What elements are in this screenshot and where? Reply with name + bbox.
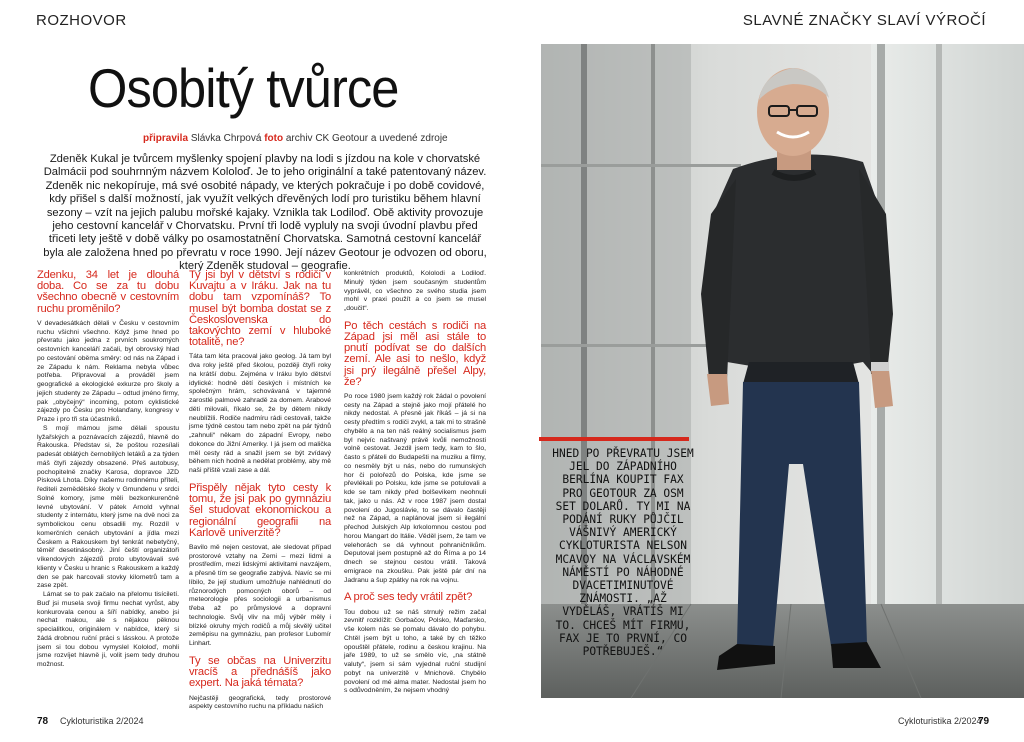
magazine-name-left: Cykloturistika 2/2024	[60, 716, 144, 726]
credit-prepared-name: Slávka Chrpová	[190, 133, 262, 144]
interview-question: Po těch cestách s rodiči na Západ jsi měl asi stále to pnutí podívat se do dalších zemí. Ale asi to nešlo, když jsi prý ilegálně přešel Alpy, že?	[344, 319, 486, 388]
interview-question: Zdenku, 34 let je dlouhá doba. Co se za tu dobu všechno obecně v cestovním ruchu proměnilo?	[37, 269, 179, 315]
section-label-right: SLAVNÉ ZNAČKY SLAVÍ VÝROČÍ	[742, 12, 986, 29]
interview-question: Ty jsi byl v dětství s rodiči v Kuvajtu a v Iráku. Jak na tu dobu tam vzpomínáš? To musel být bomba dostat se z Československa do takovýchto zemí v hluboké totalitě, ne?	[189, 269, 331, 349]
article-title: Osobitý tvůrce	[88, 57, 399, 119]
section-label-left: ROZHOVOR	[36, 12, 127, 29]
answer-paragraph: Tou dobou už se náš strnulý režim začal zevnitř rozklížit: Gorbačov, Polsko, Maďarsko, vše kolem nás se pomalu dávalo do pohybu. Chtěl jsem být u toho, a také by ch těžko opouštěl přátele, rodinu a českou krajinu. Na jaře 1989, to už se smělo víc, „na státně valuty“, jsem si sám vyjednal ruční studijní pobyt na univerzitě v Mnichově. Chybělo povolení od mé alma mater. Nedostal jsem ho s odůvodněním, že nejsem vhodný	[344, 608, 486, 695]
answer-paragraph: V devadesátkách dělali v Česku v cestovním ruchu všichni všechno. Když jsme hned po převratu jako jedna z prvních soukromých cestovních kanceláří začali, byl obrovský hlad po cestování oběma směry: od nás na Západ i ze Západu k nám. Reklama nebyla vůbec potřeba. Připravoval a prováděl jsem geografické a ekologické exkurze pro školy a jejich studenty ze Západu – odtud jméno firmy, pak „obyčejný“ incoming, potom cyklistické zájezdy po Česku pro Holanďany, kongresy v Praze i pro tři sta účastníků.	[37, 319, 179, 424]
magazine-name-right: Cykloturistika 2/2024	[898, 716, 982, 726]
page-number-right: 79	[978, 716, 990, 727]
text-column-2	[189, 269, 331, 711]
answer-paragraph: Nejčastěji geografická, tedy prostorové aspekty cestovního ruchu na příkladu našich	[189, 694, 331, 711]
credit-photo-label: foto	[264, 133, 284, 144]
interview-question: Přispěly nějak tyto cesty k tomu, že jsi pak po gymnáziu šel studovat ekonomickou a regionální geografii na Karlově univerzitě?	[189, 481, 331, 539]
page-number-left: 78	[37, 716, 49, 727]
article-intro: Zdeněk Kukal je tvůrcem myšlenky spojení plavby na lodi s jízdou na kole v chorvatské Dalmácii pod souhrnným názvem Kololoď. Je to jeho originální a také patentovaný název. Zdeněk nic nekopíruje, má své osobité nápady, ve kterých pokračuje i po době covidové, kdy přišel s další možností, jak využít velkých dřevěných lodí pro turistiku během hlavní sezony – vzít na jejich palubu mořské kajaky. Vznikla tak Lodiloď. Obě aktivity provozuje jeho cestovní kancelář v Chorvatsku. První tři lodě vypluly na svoji úvodní plavbu před třiceti lety ještě v době války po osamostatnění Chorvatska. Samotná cestovní kancelář byla ale založena hned po převratu v roce 1990. Její název Geotour je odvozen od oboru, který Zdeněk studoval – geografie.	[43, 153, 487, 273]
interview-question: Ty se občas na Univerzitu vracíš a přednášíš jako expert. Na jaká témata?	[189, 654, 331, 690]
pull-quote-accent-rule	[539, 437, 689, 441]
pull-quote: HNED PO PŘEVRATU JSEM JEL DO ZÁPADNÍHO BERLÍNA KOUPIT FAX PRO GEOTOUR ZA OSM SET DOLARŮ. TY MI NA PODÁNÍ RUKY PŮJČIL VÁŠNIVÝ AMERICKÝ CYKLOTURISTA NELSON MCAVOY NA VÁCLAVSKÉM NÁMĚSTÍ PO NÁHODNÉ DVACETIMINUTOVÉ ZNÁMOSTI. „AŽ VYDĚLÁŠ, VRÁTÍŠ MI TO. CHCEŠ MÍT FIRMU, FAX JE TO PRVNÍ, CO POTŘEBUJEŠ.“	[552, 447, 694, 659]
credit-prepared-label: připravila	[143, 133, 189, 144]
answer-paragraph: Bavilo mě nejen cestovat, ale sledovat případ prostorové vztahy na Zemi – mezi lidmi a prostředím, mezi lidskými aktivitami navzájem, a přesně tím se geografie zabývá. Navíc se mi líbilo, že její studium umožňuje nahlédnutí do různorodých pomocných oborů – od meteorologie přes sociologii a urbanismus třeba až po průmyslové a dopravní technologie. Svůj vliv na můj výběr měly i blízké okruhy mých rodičů a můj skvělý učitel zeměpisu na gymnáziu, pan profesor Lubomír Linhart.	[189, 543, 331, 648]
answer-paragraph: S mojí mámou jsme dělali spoustu lyžařských a poznávacích zájezdů, hlavně do Rakouska. Představ si, že poštou rozesílali padesát oblátých černobílých letáků a za týden máš čtyři zájezdy obsazené. Přeš autobusy, pochopitelně značky Karosa, dopravce JZD Pisková Lhota. Díky našemu rodinnému příteli, řediteli zemědělské školy v Gmundenu v srdci Solné komory, jsme měli bezkonkurenčně levné ubytování. V pátek Arnold vyhnal studenty z internátu, který jsme na dvě noci za symbolickou cenu obsadili my. Rozdíl v komerčních cenách ubytování a jídla mezi Českem a Rakouskem byl tenkrát nebetyčný, těměř desetinásobný. Jiní čeští organizátoři víkendových zájezdů proto ubytovávali své klienty v Česku u hranic s Rakouskem a každý den se pak harcovali stovky kilometrů tam a zase zpět.	[37, 424, 179, 590]
text-column-3	[344, 270, 486, 698]
article-credits	[143, 133, 448, 144]
answer-paragraph: Táta tam léta pracoval jako geolog. Já tam byl dva roky ještě před školou, později čtyři roky na krátší dobu. Zejména v Iráku bylo dětství idylické: hodně dětí českých i místních ke společným hrám, schovávaná v tajemné zarostlé palmové zahradě za domem. Arabové děti milovali, říkalo se, že by dětem nikdy neublížili. Rodiče nadmíru rádi cestovali, takže jsme týdně cestou tam nebo zpět na pár týdnů „zahnuli“ někam do západní Evropy, nebo dokonce do Jižní Ameriky. I já jsem od malička měl cesty rád a snažil jsem se být zvídavý během nich hodně a nedělat problémy, aby mě naši příště vzali zase a dál.	[189, 353, 331, 475]
credit-photo-source: archiv CK Geotour a uvedené zdroje	[285, 133, 448, 144]
answer-paragraph: Lámat se to pak začalo na přelomu tisíciletí. Buď jsi musela svoji firmu nechat vyrůst, aby konkurovala cenou a šíří nabídky, anebo jsi nechat makou, ale s nějakou pěknou specialitkou, originálem v nabídce, který si žádá drobnou ruční práci s lásskou. A protože jsem si tou dobou vymyslel Kololoď, mohli jsme rozvíjet hlavně ji, volit jsem tedy druhou možnost.	[37, 591, 179, 669]
answer-paragraph: konkrétních produktů, Kololodi a Lodiloď. Minulý týden jsem současným studentům vyprávěl, co všechno ze svého studia jsem mohl v praxi použít a co jsem se musel „doučit“.	[344, 270, 486, 312]
answer-paragraph: Po roce 1980 jsem každý rok žádal o povolení cesty na Západ a stejně jako mojí přátelé ho nikdy nedostal. A přesně jak říkáš – já si na cesty předtím s rodiči zvykl, a tak mi to strašně chybělo a na ten náš reálný socialismus jsem byl nejvíc naštvaný právě kvůli nemožnosti volně cestovat. Jezdil jsem tedy, kam to šlo, často s přáteli do Budapešti na muziku a filmy, co nesměly být u nás, nebo do rumunských hor či polořezů do Polska, kde jsme se převlékali po Polsku, kde jsme se potulovali a kde se tam nikdy před bolševikem neohnuli tak, jako u nás. Až v roce 1987 jsem dostal povolení do Jugoslávie, to se dávalo častěji než na Západ, a naplánoval jsem si ilegální přechod Julských Alp krkolomnou cestou pod horou Mangart do Itálie. Věděl jsem, že tam ve velehorách se dá vyhnout pohraničníkům. Deputoval jsem postupně až do Říma a po 14 dnech se stejnou cestou vrátil. Taková emigrace na zkoušku. Pak ještě pár dní na Jadranu a šup zpátky na rok na vojnu.	[344, 392, 486, 584]
interview-question: A proč ses tedy vrátil zpět?	[344, 591, 473, 604]
text-column-1	[37, 270, 179, 692]
